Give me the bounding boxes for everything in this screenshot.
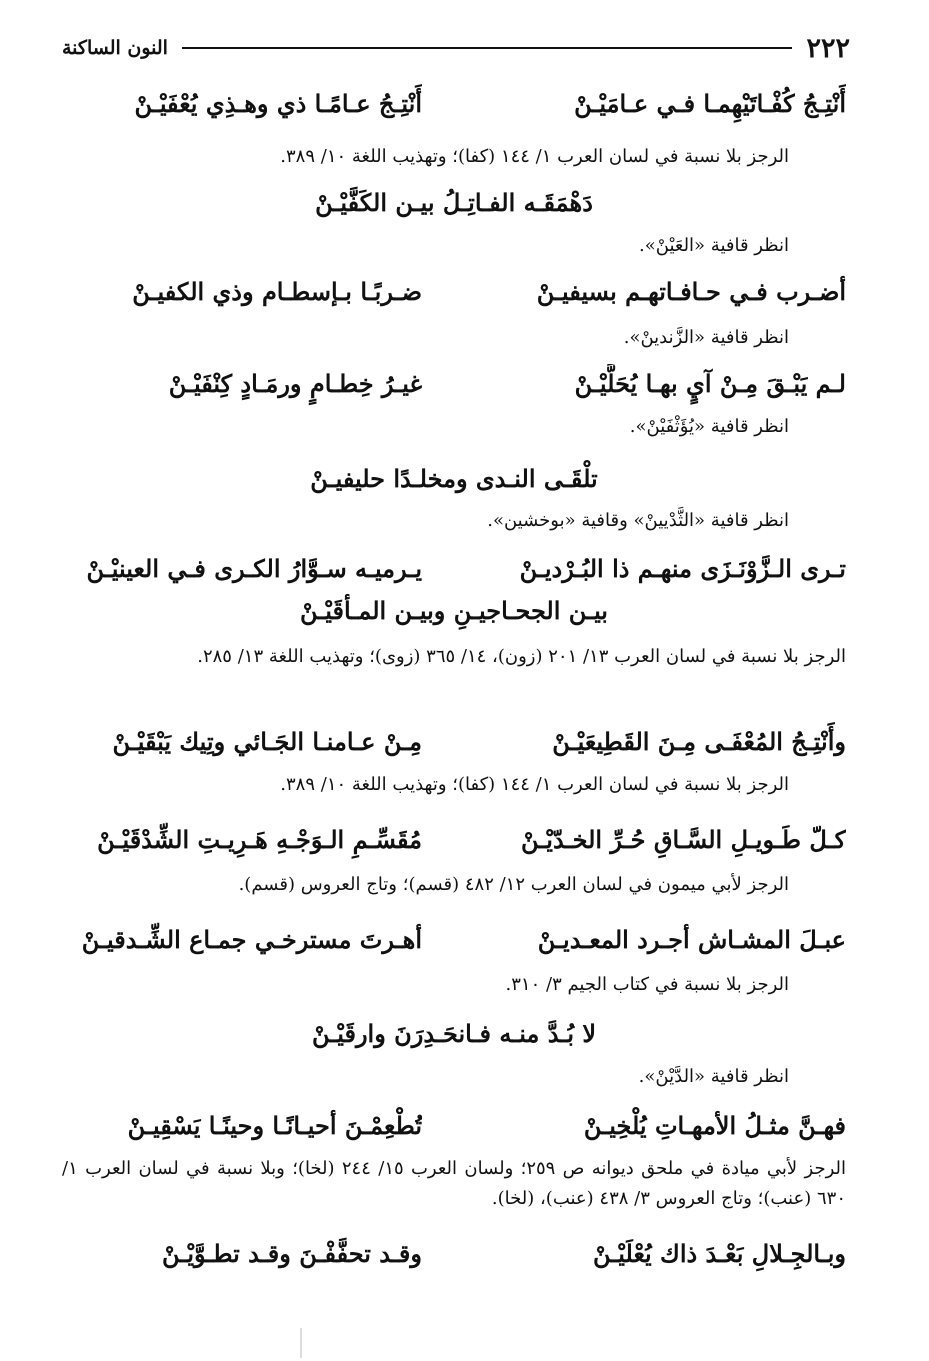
verse-line xyxy=(62,272,846,314)
cross-reference-note: انظر قافية «الثَّدْيينْ» وقافية «بوخشين». xyxy=(487,510,789,531)
verse-first-hemistich: أضـرب فـي حـافـاتهـم بسيفيـنْ xyxy=(536,277,846,306)
verse-line xyxy=(62,549,846,591)
cross-reference-note: انظر قافية «الدَّيْنْ». xyxy=(638,1066,789,1087)
verse-second-hemistich: ضـربًـا بـإسطـام وذي الكفيـنْ xyxy=(132,277,422,306)
source-note: الرجز بلا نسبة في لسان العرب ١٣/ ٢٠١ (زون)، ١٤/ ٣٦٥ (زوى)؛ وتهذيب اللغة ١٣/ ٢٨٥. xyxy=(197,646,846,667)
cross-reference-note: انظر قافية «يُؤَثْفَيْنْ». xyxy=(629,416,789,437)
page-fold-shadow xyxy=(300,1328,302,1358)
verse-line xyxy=(62,920,846,962)
cross-reference-note: انظر قافية «العَيْنْ». xyxy=(639,235,789,256)
page-header xyxy=(62,30,850,66)
verse-second-hemistich: أَنْتِـجُ عـامًـا ذي وهـذِي يُعْفَيْـنْ xyxy=(134,89,422,118)
verse-first-hemistich: لـم يَبْـقَ مِـنْ آيٍ بهـا يُحَلَّيْـنْ xyxy=(574,369,846,398)
verse-line-single: لا بُـدَّ منـه فـانحَـدِرَنَ وارقَيْـنْ xyxy=(311,1019,597,1048)
verse-line xyxy=(62,820,846,862)
verse-line xyxy=(62,1234,846,1276)
verse-first-hemistich: وبـالجِـلالِ بَعْـدَ ذاك يُعْلَيْـنْ xyxy=(592,1239,846,1268)
source-note: الرجز بلا نسبة في كتاب الجيم ٣/ ٣١٠. xyxy=(505,974,789,995)
verse-second-hemistich: مُقَسِّـمِ الـوَجْـهِ هَـرِيـتِ الشِّدْقَيْـنْ xyxy=(97,825,422,854)
source-note: الرجز بلا نسبة في لسان العرب ١/ ١٤٤ (كفا)؛ وتهذيب اللغة ١٠/ ٣٨٩. xyxy=(280,774,789,795)
verse-line-single: تلْقَـى النـدى ومخلـدًا حليفيـنْ xyxy=(310,464,598,493)
verse-first-hemistich: تـرى الـزَّوْنَـزَى منهـم ذا البُـرْديـنْ xyxy=(519,554,846,583)
verse-first-hemistich: أَنْتِـجُ كُفْـاتَيْهِمـا فـي عـامَيْـنْ xyxy=(574,89,846,118)
verse-line xyxy=(62,1106,846,1148)
verse-first-hemistich: كـلّ طَـويـلِ السَّـاقِ حُـرِّ الخـدّيْـنْ xyxy=(520,825,846,854)
source-note: الرجز لأبي ميمون في لسان العرب ١٢/ ٤٨٢ (قسم)؛ وتاج العروس (قسم). xyxy=(238,874,789,895)
source-note: الرجز لأبي ميادة في ملحق ديوانه ص ٢٥٩؛ ولسان العرب ١٥/ ٢٤٤ (لخا)؛ وبلا نسبة في لسان العرب ١/ ٦٣٠ (عنب)؛ وتاج العروس ٣/ ٤٣٨ (عنب)، (لخا). xyxy=(62,1158,846,1209)
verse-second-hemistich: تُطْعِمْـنَ أحيـانًـا وحينًـا يَسْقِيـنْ xyxy=(127,1111,422,1140)
page-number: ٢٢٢ xyxy=(806,32,850,64)
verse-second-hemistich: غيـرُ خِطـامٍ ورمَـادٍ كِنْفَيْـنْ xyxy=(168,369,422,398)
verse-first-hemistich: وأَنْتِـجُ المُعْفَـى مِـنَ القَطِيعَيْـنْ xyxy=(552,727,846,756)
verse-second-hemistich: يـرميـه سـوَّارُ الكـرى فـي العينيْـنْ xyxy=(86,554,422,583)
running-title: النون الساكنة xyxy=(62,37,168,59)
verse-line xyxy=(62,364,846,406)
source-note: الرجز بلا نسبة في لسان العرب ١/ ١٤٤ (كفا)؛ وتهذيب اللغة ١٠/ ٣٨٩. xyxy=(280,146,789,167)
verse-second-hemistich: مِـنْ عـامنـا الجَـائي وتِيك يَبْقَيْـنْ xyxy=(112,727,422,756)
verse-line xyxy=(62,84,846,126)
verse-first-hemistich: عبـلَ المشـاش أجـرد المعـديـنْ xyxy=(537,925,846,954)
verse-second-hemistich: وقـد تحفَّفْـنَ وقـد تطـوَّيْـنْ xyxy=(162,1239,422,1268)
verse-line-single: بيـن الجحـاجيـنِ وبيـن المـأقَيْـنْ xyxy=(299,596,608,625)
cross-reference-note: انظر قافية «الزَّندينْ». xyxy=(623,327,789,348)
verse-first-hemistich: فهـنَّ مثـلُ الأمهـاتِ يُلْخِيـنْ xyxy=(583,1111,846,1140)
header-rule xyxy=(182,47,793,49)
verse-line xyxy=(62,722,846,764)
verse-line-single: دَهْمَقَـه الفـاتِـلُ بيـن الكَفَّيْـنْ xyxy=(315,188,593,217)
verse-second-hemistich: أهـرتَ مسترخـي جمـاع الشِّـدقيـنْ xyxy=(81,925,422,954)
